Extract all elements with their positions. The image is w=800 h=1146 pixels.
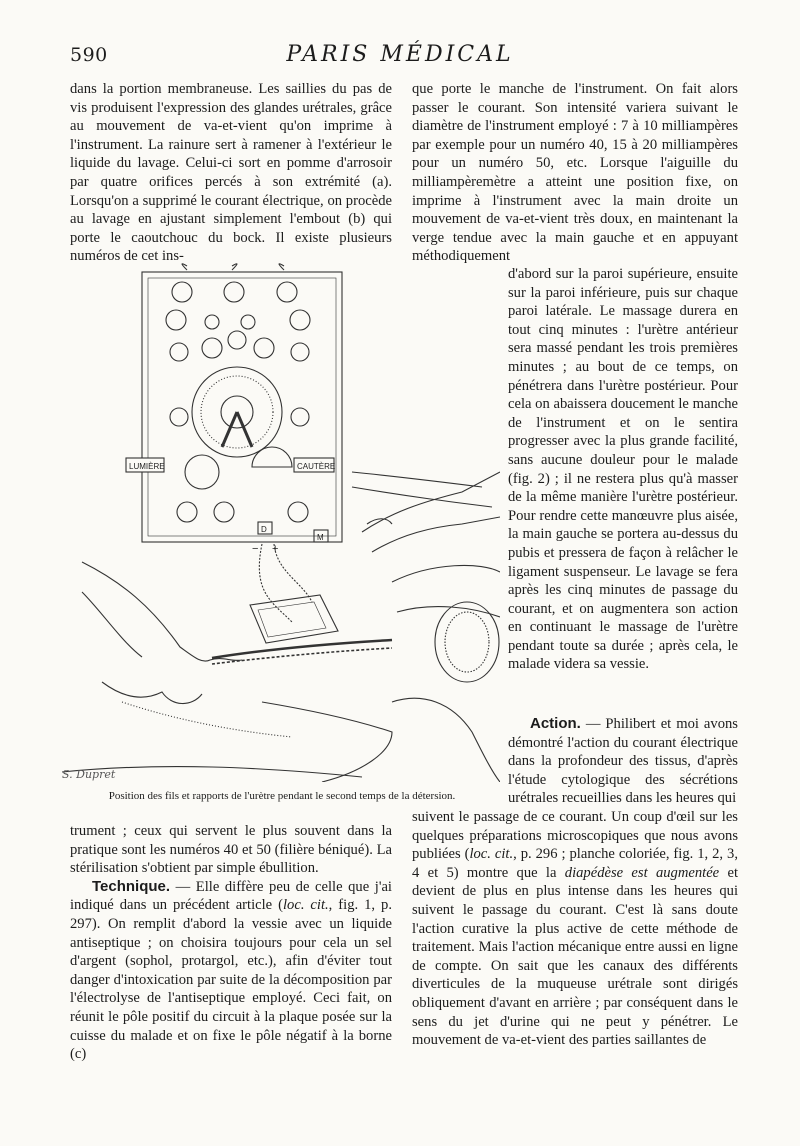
terminal-d-label: D bbox=[261, 525, 267, 534]
knob-icon bbox=[166, 310, 186, 330]
left-column-bottom bbox=[70, 822, 392, 1064]
technique-paragraph: Technique. — Elle diffère peu de celle que j'ai indiqué dans un précédent article (loc. cit., fig. 1, p. 297). On remplit d'abord la vessie avec un liquide antiseptique ; on choisira toujours pour cela un sel d'argent (sophol, protargol, etc.), afin d'éviter tout danger d'intoxication par suite de la décomposition par l'électrolyse de l'antiseptique employé. Ceci fait, on réunit le pôle positif du circuit à la plaque posée sur la cuisse du malade et on fixe le pôle négatif à la borne (c) bbox=[70, 877, 392, 1063]
terminal-m-label: M bbox=[317, 533, 324, 542]
lumiere-label: LUMIÈRE bbox=[129, 462, 165, 471]
illustrator-signature: S. Dupret bbox=[62, 768, 116, 781]
paragraph: d'abord sur la paroi supérieure, ensuite sur la paroi inférieure, puis sur chaque paroi latérale. Le massage durera en tout cinq minutes : l'urètre antérieur sera massé pendant les trois premières minutes ; au bout de ce temps, on pénétrera dans l'urètre postérieur. Pour cela on abaissera doucement le manche de l'instrument et on le sentira progresser avec la plus grande facilité, sans aucune douleur pour le malade (fig. 2) ; il ne restera plus qu'à masser de la même manière l'urètre postérieur. Pour rendre cette manœuvre plus aisée, la main gauche se portera au-dessus du pubis et pressera de façon à relâcher le ligament suspenseur. Le lavage se fera après les cinq minutes de passage du courant, et on augmentera son action en continuant le massage de l'urètre pendant toute sa durée ; après cela, le malade videra sa vessie. bbox=[508, 266, 738, 673]
knob-icon bbox=[277, 282, 297, 302]
action-section bbox=[508, 715, 738, 808]
action-text: — Philibert et moi avons démontré l'action du courant électrique dans la profondeur des tissus, d'après l'étude cytologique des sécrétions urétrales recueillies dans les heures qui bbox=[508, 716, 738, 807]
figure-illustration bbox=[62, 262, 500, 782]
left-column-top bbox=[70, 80, 392, 266]
paragraph: suivent le passage de ce courant. Un coup d'œil sur les quelques préparations microscopiques que nous avons publiées (loc. cit., p. 296 ; planche coloriée, fig. 1, 2, 3, 4 et 5) montre que la diapédèse est augmentée et devient de plus en plus intense dans les heures qui suivent le passage du courant. C'est là sans doute l'action curative la plus active de cette méthode de traitement. Mais l'action mécanique entre aussi en ligne de compte. On sait que les canaux des différents diverticules de la muqueuse urétrale sont dirigés obliquement d'avant en arrière ; par conséquent dans le sens du jet d'urine qui ne peut y pénétrer. Le mouvement de va-et-vient des parties saillantes de bbox=[412, 809, 738, 1049]
paragraph bbox=[508, 715, 738, 808]
control-panel bbox=[142, 272, 342, 542]
right-column-top bbox=[412, 80, 738, 266]
positive-pole-label: + bbox=[272, 543, 279, 555]
negative-pole-label: − bbox=[252, 543, 259, 555]
action-heading: Action. bbox=[530, 715, 581, 732]
knob-icon bbox=[290, 310, 310, 330]
gauge-icon bbox=[185, 455, 219, 489]
page-number: 590 bbox=[70, 44, 108, 66]
paragraph: trument ; ceux qui servent le plus souvent dans la pratique sont les numéros 40 et 50 (filière béniqué). La stérilisation s'obtient par simple ébullition. bbox=[70, 823, 392, 877]
figure-caption: Position des fils et rapports de l'urètre pendant le second temps de la détersion. bbox=[108, 790, 456, 802]
running-title: PARIS MÉDICAL bbox=[286, 42, 514, 67]
knob-icon bbox=[172, 282, 192, 302]
technique-heading: Technique. bbox=[92, 877, 171, 895]
paragraph: dans la portion membraneuse. Les saillies du pas de vis produisent l'expression des glandes urétrales, grâce au mouvement de va-et-vient qu'on imprime à l'instrument. La rainure sert à ramener à l'extérieur le liquide du lavage. Celui-ci sort en pomme d'arrosoir par quatre orifices percés à son extrémité (a). Lorsqu'on a supprimé le courant électrique, on procède au lavage en ajustant simplement l'embout (b) qui porte le caoutchouc du bock. Il existe plusieurs numéros de cet ins- bbox=[70, 81, 392, 265]
knob-icon bbox=[224, 282, 244, 302]
cautere-label: CAUTÈRE bbox=[297, 462, 336, 471]
right-column-narrow bbox=[508, 265, 738, 674]
right-column-bottom bbox=[412, 808, 738, 1050]
milliamperemeter-icon bbox=[252, 447, 292, 467]
paragraph: que porte le manche de l'instrument. On fait alors passer le courant. Son intensité variera suivant le diamètre de l'instrument employé : 7 à 10 milliampères par exemple pour un numéro 40, 15 à 20 milliampères pour un numéro 50, etc. Lorsque l'aiguille du milliampèremètre a atteint une position fixe, on imprime à l'instrument avec la main droite un mouvement de va-et-vient très doux, en maintenant la verge tendue avec la main gauche et en appuyant méthodiquement bbox=[412, 81, 738, 265]
